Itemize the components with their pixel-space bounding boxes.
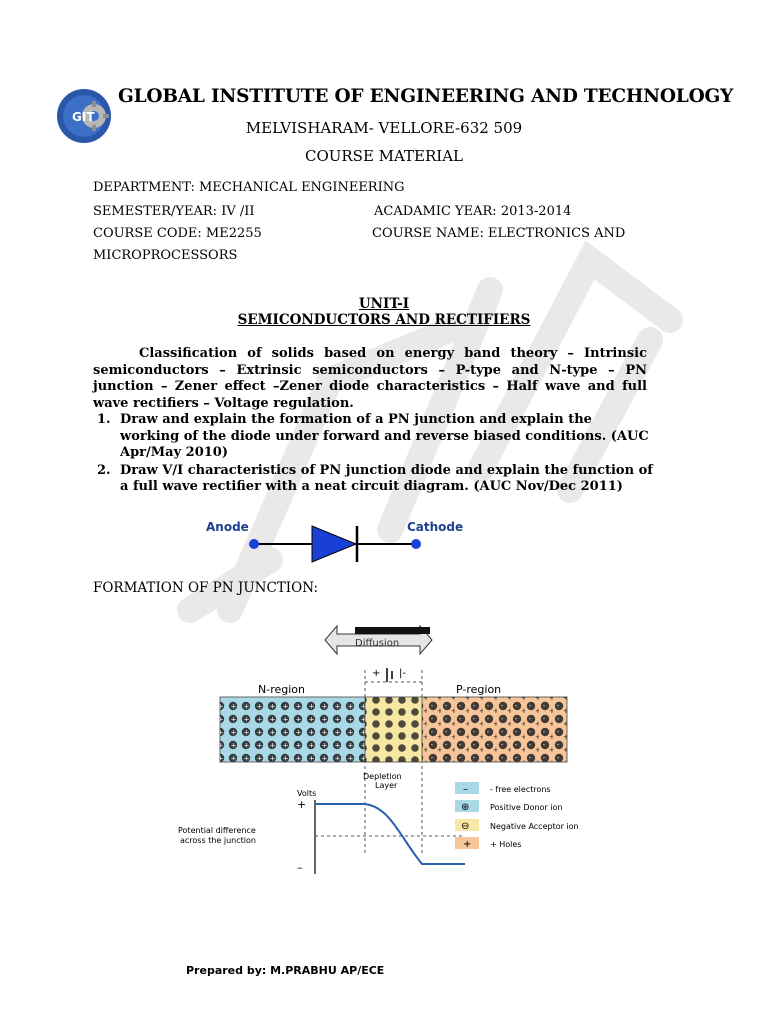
legend-label: - free electrons [490,785,551,794]
legend-label: + Holes [490,840,522,849]
diode-symbol [240,520,430,570]
prepared-by: Prepared by: M.PRABHU AP/ECE [186,964,385,977]
legend-symbol: ⊖ [461,821,470,832]
potential-plot [178,789,465,874]
question-list [93,412,653,497]
academic-year: ACADAMIC YEAR: 2013-2014 [374,204,572,219]
legend-symbol: + [463,839,472,850]
svg-text:+: + [372,668,381,679]
legend-label: Positive Donor ion [490,803,563,812]
question-item [93,463,653,496]
diffusion-arrow [325,626,432,654]
unit-number: UNIT-I [358,296,410,312]
junction-battery [372,668,406,682]
potential-label-2: across the junction [180,836,256,845]
question-number: 2. [97,462,111,478]
diode-triangle [312,526,356,562]
pn-junction-diagram [175,622,645,882]
anode-terminal [249,539,259,549]
question-item [93,412,653,462]
question-number: 1. [97,412,111,427]
depletion-label-2: Layer [375,781,398,790]
unit-syllabus: Classification of solids based on energy band theory – Intrinsic semiconductors – Extrinsic semiconductors – P-type and N-type – PN junction – Zener effect –Zener diode characteristics – Half wave and full wave rectifiers – Voltage regulation. [93,346,647,411]
diagram-legend [455,782,579,850]
legend-symbol: ⊕ [461,802,470,813]
depletion-label: Depletion [363,772,402,781]
department: DEPARTMENT: MECHANICAL ENGINEERING [93,180,405,195]
course-name: COURSE NAME: ELECTRONICS AND [372,226,626,241]
legend-symbol: – [463,784,468,795]
diffusion-label: Diffusion [355,638,400,649]
document-type: COURSE MATERIAL [304,147,464,165]
anode-label: Anode [206,520,249,534]
course-code: COURSE CODE: ME2255 [93,226,262,241]
question-text: Draw V/I characteristics of PN junction diode and explain the function of a full wave rectifier with a neat circuit diagram. (AUC Nov/Dec 2011) [120,462,653,494]
legend-label: Negative Acceptor ion [490,822,579,831]
minus-label: – [297,861,303,874]
unit-title: SEMICONDUCTORS AND RECTIFIERS [237,312,531,328]
institute-name: GLOBAL INSTITUTE OF ENGINEERING AND TECHNOLOGY [118,86,734,107]
svg-text:|-: |- [399,668,406,679]
volts-label: Volts [297,789,317,798]
plus-label: + [297,798,307,811]
n-region-label: N-region [258,683,305,696]
cathode-terminal [411,539,421,549]
course-name-continued: MICROPROCESSORS [93,248,238,263]
p-region-label: P-region [456,683,502,696]
potential-curve [315,804,465,864]
institute-address: MELVISHARAM- VELLORE-632 509 [245,119,523,137]
logo-text: GIT [72,110,95,124]
cathode-label: Cathode [407,520,464,534]
section-heading: FORMATION OF PN JUNCTION: [93,580,319,596]
question-text: Draw and explain the formation of a PN junction and explain the working of the diode under forward and reverse biased conditions. (AUC Apr/May 2010) [120,412,649,460]
semester-year: SEMESTER/YEAR: IV /II [93,204,255,219]
potential-label: Potential difference [178,826,256,835]
